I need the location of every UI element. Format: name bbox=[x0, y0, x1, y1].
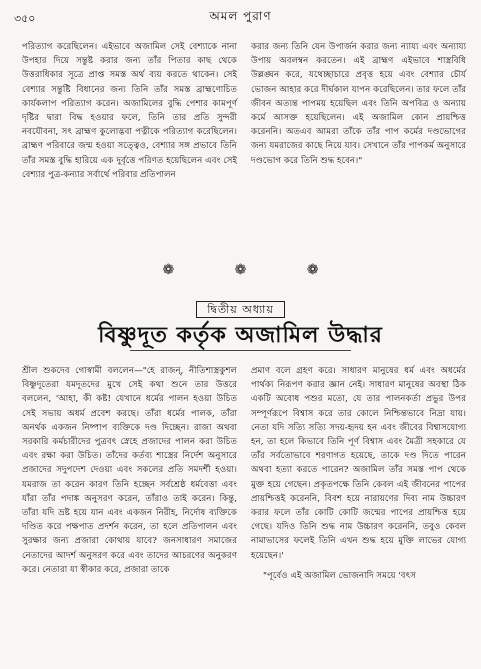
paragraph: প্রমাণ বলে গ্রহণ করে। সাধারণ মানুষের ধর্ম এবং অধর্মের পার্থক্য নিরূপণ করার জ্ঞান নেই। সাধারণ মানুষের অবস্থা ঠিক একটি অবোধ পশুর মতো, যে তার পালনকর্তা প্রভুর উপর সম্পূর্ণরূপে বিশ্বাস করে তার কোলে নিশ্চিন্তভাবে নিদ্রা যায়। নেতা যদি সত্যি সত্যি সদয়-হৃদয় হন এবং জীবের বিশ্বাসযোগ্য হন, তা হলে কিভাবে তিনি পূর্ণ বিশ্বাস এবং মৈত্রী সহকারে যে তাঁর সর্বতোভাবে শরণাগত হয়েছে, তাকে দণ্ড দিতে পারেন অথবা হত্যা করতে পারেন? অজামিল তাঁর সমস্ত পাপ থেকে মুক্ত হয়ে গেছেন। প্রকৃতপক্ষে তিনি কেবল এই জীবনের পাপের প্রায়শ্চিত্তই করেননি, বিবশ হয়ে নারায়ণের দিব্য নাম উচ্চারণ করার ফলে তাঁর কোটি কোটি জন্মের পাপের প্রায়শ্চিত্ত হয়ে গেছে। যদিও তিনি শুদ্ধ নাম উচ্চারণ করেননি, তবুও কেবল নামাভাসের ফলেই তিনি এখন শুদ্ধ হয়ে মুক্তি লাভের যোগ্য হয়েছেন।' bbox=[251, 366, 466, 561]
column-right-top bbox=[251, 40, 466, 168]
column-left-body bbox=[22, 364, 237, 577]
chapter-label bbox=[0, 298, 481, 320]
column-right-body bbox=[251, 364, 466, 583]
paragraph: শ্রীল শুকদেব গোস্বামী বললেন—"হে রাজন্, নীতিশাস্ত্রকুশল বিষ্ণুদূতেরা যমদূতদের মুখে সেই কথা শুনে তার উত্তরে বললেন, 'আহা, কী কষ্ট! যেখানে ধর্মের পালন হওয়া উচিত সেই সভায় অধর্ম প্রবেশ করছে। তাঁরা ধর্মের পালক, তাঁরা অনর্থক একজন নিষ্পাপ ব্যক্তিকে দণ্ড দিচ্ছেন। রাজা অথবা সরকারি কর্মচারীদের পুত্রবৎ স্নেহে প্রজাদের পালন করা উচিত এবং রক্ষা করা উচিত। তাঁদের কর্তব্য শাস্ত্রের নির্দেশ অনুসারে প্রজাদের সদুপদেশ দেওয়া এবং সকলের প্রতি সমদর্শী হওয়া। যমরাজ তা করেন কারণ তিনি হচ্ছেন সর্বশ্রেষ্ঠ ধর্মবেত্তা এবং যাঁরা তাঁর পদাঙ্ক অনুসরণ করেন, তাঁরাও তাই করেন। কিন্তু, তাঁরা যদি ভ্রষ্ট হয়ে যান এবং একজন নিরীহ, নির্দোষ ব্যক্তিকে দণ্ডিত করে পক্ষপাত প্রদর্শন করেন, তা হলে প্রতিপালন এবং সুরক্ষার জন্য প্রজারা কোথায় যাবে? জনসাধারণ সমাজের নেতাদের আদর্শ অনুসরণ করে এবং তাদের আচরণের অনুকরণ করে। নেতারা যা স্বীকার করে, প্রজারা তাকে bbox=[22, 366, 237, 575]
flower-ornament-icon: ❁ bbox=[234, 262, 247, 278]
chapter-label-text: দ্বিতীয় অধ্যায় bbox=[196, 301, 285, 318]
paragraph: করার জন্য তিনি যেন উপার্জন করার জন্য ন্যায্য এবং অন্যায্য উপায় অবলম্বন করতেন। এই ব্রাহ্মণ এইভাবে শাস্ত্রবিধি উল্লঙ্ঘন করে, যথেচ্ছাচারে প্রবৃত্ত হয়ে এবং বেশ্যার চৌর্য ভোজন আহার করে দীর্ঘকাল যাপন করেছিলেন। তার ফলে তাঁর জীবন অত্যন্ত পাপময় হয়েছিল এবং তিনি অপবিত্র ও অন্যায় কর্মে আসক্ত হয়েছিলেন। এই অজামিল কোন প্রায়শ্চিত্ত করেননি। অতএব আমরা তাঁকে তাঁর পাপ কর্মের দণ্ডভোগের জন্য যমরাজের কাছে নিয়ে যাব। সেখানে তাঁর পাপকর্ম অনুসারে দণ্ডভোগ করে তিনি শুদ্ধ হবেন।" bbox=[251, 42, 466, 166]
paragraph: পরিত্যাগ করেছিলেন। এইভাবে অজামিল সেই বেশ্যাকে নানা উপহার দিয়ে সন্তুষ্ট করার জন্য তাঁর পিতার কাছ থেকে উত্তরাধিকার সূত্রে প্রাপ্ত সমস্ত অর্থ ব্যয় করতে থাকেন। সেই বেশ্যার সন্তুষ্টি বিধানের জন্য তিনি তাঁর সমস্ত ব্রাহ্মণোচিত কার্যকলাপ পরিত্যাগ করেন। অজামিলের বুদ্ধি পেশার কামপূর্ণ দৃষ্টির দ্বারা বিদ্ধ হওয়ার ফলে, তিনি তার প্রতি সুন্দরী নবযৌবনা, সৎ ব্রাহ্মণ কুলোদ্ভবা পত্নীকে পরিত্যাগ করেছিলেন। ব্রাহ্মণ পরিবারে জন্ম হওয়া সত্ত্বেও, বেশ্যার সঙ্গ প্রভাবে তিনি তাঁর সমস্ত বুদ্ধি হারিয়ে এক দুর্বৃত্তে পরিণত হয়েছিলেন এবং সেই বেশ্যার পুত্র-কন্যার সর্বার্থে পরিবার প্রতিপালন bbox=[22, 42, 237, 180]
paragraph: "পূর্বেও এই অজামিল ভোজনাদি সময়ে 'বৎস bbox=[263, 570, 416, 581]
title-rule bbox=[130, 350, 351, 351]
chapter-title: বিষ্ণুদূত কর্তৃক অজামিল উদ্ধার bbox=[98, 322, 383, 348]
flower-ornament-icon: ❁ bbox=[306, 262, 319, 278]
page-number: ৩৫০ bbox=[14, 12, 36, 25]
ornament-divider bbox=[0, 262, 481, 278]
flower-ornament-icon: ❁ bbox=[162, 262, 175, 278]
column-left-top bbox=[22, 40, 237, 182]
running-title: অমল পুরাণ bbox=[209, 9, 272, 23]
